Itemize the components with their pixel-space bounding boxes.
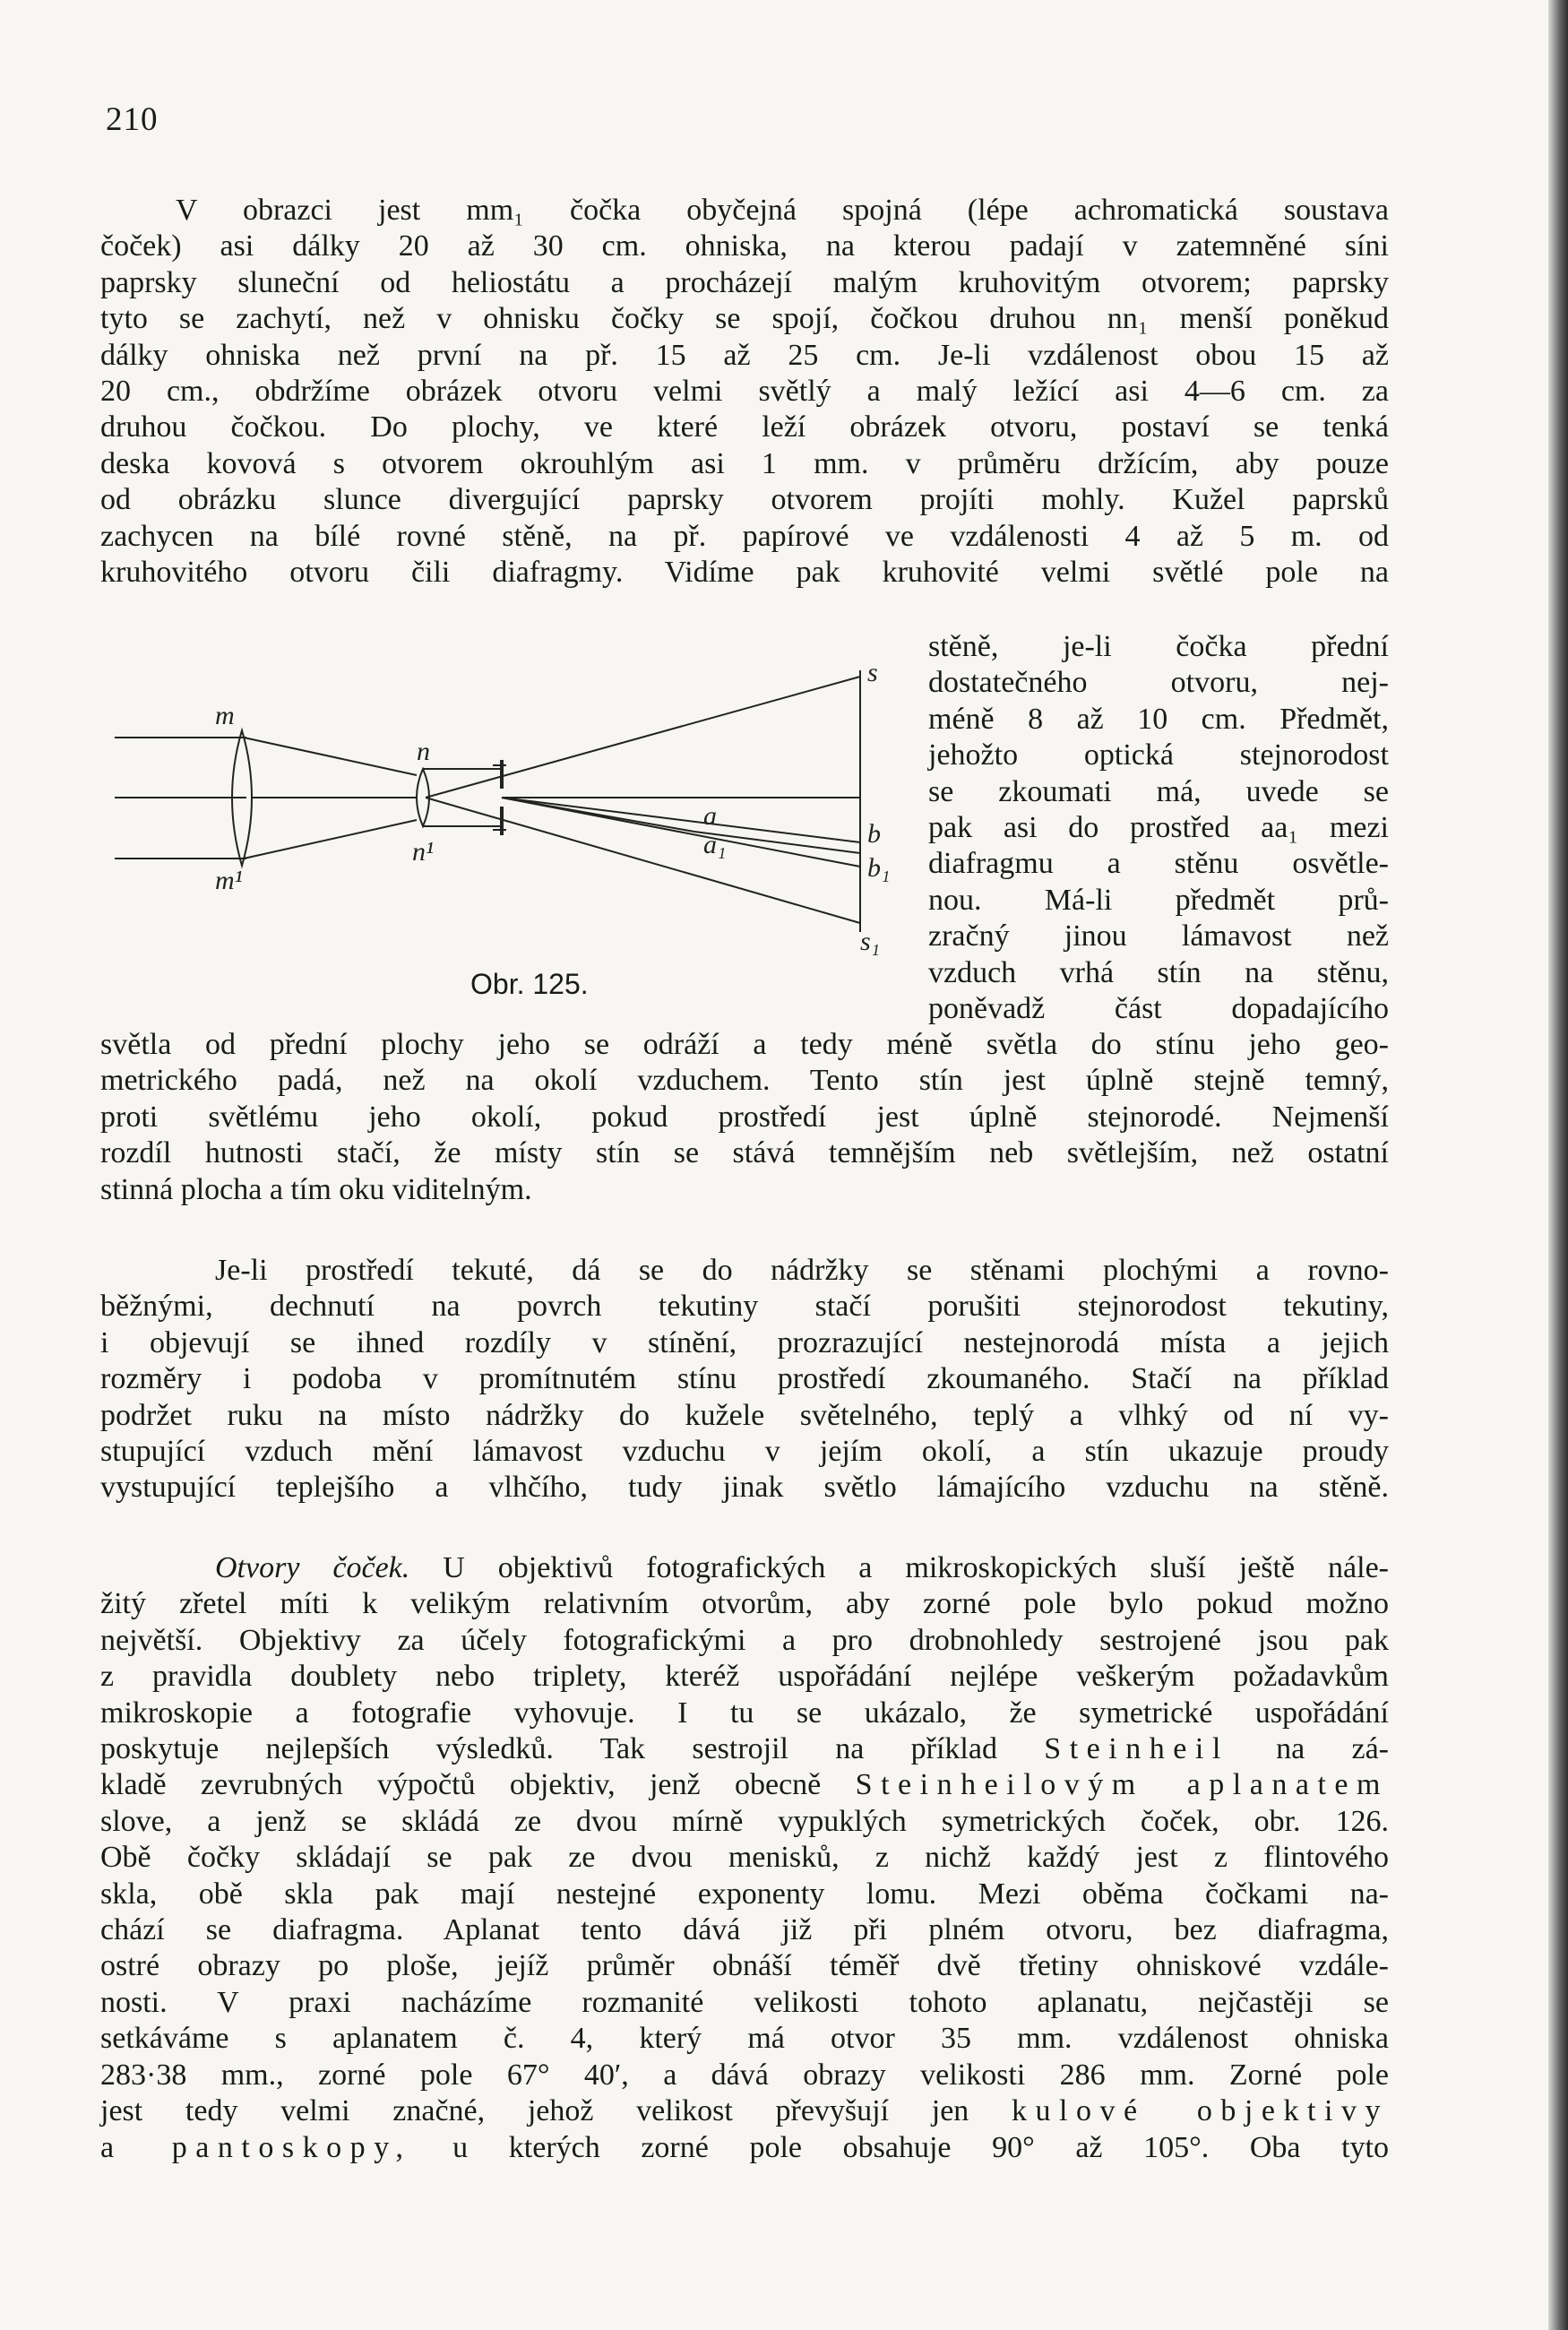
text-line: zračný jinou lámavost než <box>928 919 1389 954</box>
paragraph-liquid <box>100 1253 1389 1506</box>
term-spherical-objectives: kulové objektivy <box>1012 2094 1389 2128</box>
text-line: paprsky sluneční od heliostátu a procházejí malým kruhovitým otvorem; paprsky <box>100 265 1389 299</box>
text-line: dálky ohniska než první na př. 15 až 25 cm. Je-li vzdálenost obou 15 až <box>100 338 1389 372</box>
cone-ray <box>426 798 860 923</box>
text-line: běžnými, dechnutí na povrch tekutiny stačí porušiti stejnorodost tekutiny, <box>100 1290 1389 1324</box>
text-line: stupující vzduch mění lámavost vzduchu v jejím okolí, a stín ukazuje proudy <box>100 1435 1389 1469</box>
paragraph-lens-apertures <box>100 1550 1389 2166</box>
section-heading: Otvory čoček. <box>215 1551 410 1584</box>
scan-page-edge <box>1548 0 1568 2330</box>
text-line: podržet ruku na místo nádržky do kužele světelného, teplý a vlhký od ní vy- <box>100 1398 1389 1432</box>
text-line: poněvadž část dopadajícího <box>928 992 1389 1026</box>
text-line: nosti. V praxi nacházíme rozmanité velikosti tohoto aplanatu, nejčastěji se <box>100 1985 1389 2019</box>
text-line: rozměry i podoba v promítnutém stínu prostředí zkoumaného. Stačí na příklad <box>100 1362 1389 1396</box>
text-line: metrického padá, než na okolí vzduchem. Tento stín jest úplně stejně temný, <box>100 1064 1389 1098</box>
text-line: poskytuje nejlepších výsledků. Tak sestrojil na příklad Steinheil na zá- <box>100 1732 1390 1766</box>
label-s: s <box>867 658 878 687</box>
text-line: od obrázku slunce divergující paprsky otvorem projíti mohly. Kužel paprsků <box>100 483 1389 517</box>
text-line: dostatečného otvoru, nej- <box>928 666 1389 700</box>
text-line: V obrazci jest mm₁ čočka obyčejná spojná (lépe achromatická soustava <box>176 194 1389 227</box>
text-line: kladě zevrubných výpočtů objektiv, jenž obecně Steinheilovým aplanatem <box>100 1768 1389 1802</box>
text-line: rozdíl hutnosti stačí, že místy stín se stává temnějším neb světlejším, než ostatní <box>100 1136 1389 1170</box>
name-steinheil-aplanat: Steinheilovým aplanatem <box>855 1768 1389 1802</box>
name-steinheil: Steinheil <box>1044 1732 1229 1766</box>
text-line: i objevují se ihned rozdíly v stínění, prozrazující nestejnorodá místa a jejich <box>100 1325 1389 1359</box>
text-line: vystupující teplejšího a vlhčího, tudy jinak světlo lámajícího vzduchu na stěně. <box>100 1471 1389 1505</box>
text-line: mikroskopie a fotografie vyhovuje. I tu se ukázalo, že symetrické uspořádání <box>100 1696 1389 1730</box>
text-line: skla, obě skla pak mají nestejné exponenty lomu. Mezi oběma čočkami na- <box>100 1877 1389 1911</box>
text-line: čoček) asi dálky 20 až 30 cm. ohniska, na kterou padají v zatemněné síni <box>100 229 1389 263</box>
text-line: Otvory čoček. U objektivů fotografických a mikroskopických sluší ještě nále- <box>215 1551 1389 1584</box>
text-line: 283·38 mm., zorné pole 67° 40′, a dává obrazy velikosti 286 mm. Zorné pole <box>100 2058 1389 2092</box>
paragraph-apparatus <box>100 193 1389 591</box>
ray-line <box>244 820 417 859</box>
text-line: největší. Objektivy za účely fotografickými a pro drobnohledy sestrojené jsou pak <box>100 1623 1389 1657</box>
label-n1: n¹ <box>412 837 434 867</box>
text-line: slove, a jenž se skládá ze dvou mírně vypuklých symetrických čoček, obr. 126. <box>100 1804 1389 1838</box>
text-line: ostré obrazy po ploše, jejíž průměr obnáší téměř dvě třetiny ohniskové vzdále- <box>100 1949 1389 1983</box>
text-line: druhou čočkou. Do plochy, ve které leží obrázek otvoru, postaví se tenká <box>100 410 1389 444</box>
text-line: jehožto optická stejnorodost <box>928 738 1389 772</box>
text-line: tyto se zachytí, než v ohnisku čočky se spojí, čočkou druhou nn₁ menší poněkud <box>100 302 1389 336</box>
text-line: vzduch vrhá stín na stěnu, <box>928 955 1389 989</box>
wrapped-text-column <box>928 629 1389 1027</box>
text-line: deska kovová s otvorem okrouhlým asi 1 mm. v průměru držícím, aby pouze <box>100 446 1389 480</box>
label-a: a <box>703 801 717 831</box>
text-line: z pravidla doublety nebo triplety, kteréž uspořádání nejlépe veškerým požadavkům <box>100 1660 1389 1694</box>
label-s1: s₁ <box>860 927 881 956</box>
text-line: Obě čočky skládají se pak ze dvou menisků, z nichž každý jest z flintového <box>100 1841 1389 1875</box>
text-line: diafragmu a stěnu osvětle- <box>928 847 1389 881</box>
text-line: pak asi do prostřed aa₁ mezi <box>928 811 1389 845</box>
figure-schlieren-diagram <box>108 654 914 959</box>
text-line: 20 cm., obdržíme obrázek otvoru velmi světlý a malý ležící asi 4—6 cm. za <box>100 375 1389 409</box>
text-line: se zkoumati má, uvede se <box>928 774 1389 808</box>
label-b1: b₁ <box>867 853 891 883</box>
text-line: žitý zřetel míti k velikým relativním otvorům, aby zorné pole bylo pokud možno <box>100 1587 1389 1621</box>
text-line: proti světlému jeho okolí, pokud prostředí jest úplně stejnorodé. Nejmenší <box>100 1100 1389 1134</box>
text-line: a pantoskopy, u kterých zorné pole obsahuje 90° až 105°. Oba tyto <box>100 2130 1389 2164</box>
cone-ray <box>426 677 860 798</box>
text-line: světla od přední plochy jeho se odráží a tedy méně světla do stínu jeho geo- <box>100 1028 1389 1061</box>
text-line: méně 8 až 10 cm. Předmět, <box>928 702 1389 736</box>
label-b: b <box>867 819 881 849</box>
text-line: stinná plocha a tím oku viditelným. <box>100 1172 532 1206</box>
label-n: n <box>417 737 430 766</box>
shadow-ray <box>502 798 860 867</box>
text-line: kruhovitého otvoru čili diafragmy. Vidíme pak kruhovité velmi světlé pole na <box>100 556 1389 590</box>
text-line: nou. Má-li předmět prů- <box>928 883 1389 917</box>
text-line: stěně, je-li čočka přední <box>928 630 1389 663</box>
paragraph-shadow <box>100 1027 1389 1208</box>
text-line: jest tedy velmi značné, jehož velikost převyšují jen kulové objektivy <box>100 2094 1389 2128</box>
label-m1: m¹ <box>215 866 243 895</box>
ray-line <box>244 738 417 775</box>
text-line: zachycen na bílé rovné stěně, na př. papírové ve vzdálenosti 4 až 5 m. od <box>100 519 1389 553</box>
label-m: m <box>215 701 235 730</box>
page-number: 210 <box>106 101 159 138</box>
text-line: Je-li prostředí tekuté, dá se do nádržky se stěnami plochými a rovno- <box>215 1254 1389 1287</box>
text-line: chází se diafragma. Aplanat tento dává již při plném otvoru, bez diafragma, <box>100 1913 1389 1947</box>
term-pantoscopes: a pantoskopy, <box>100 2130 412 2164</box>
label-a1: a₁ <box>703 830 727 859</box>
text-line: setkáváme s aplanatem č. 4, který má otvor 35 mm. vzdálenost ohniska <box>100 2022 1389 2056</box>
figure-caption: Obr. 125. <box>470 968 589 1000</box>
